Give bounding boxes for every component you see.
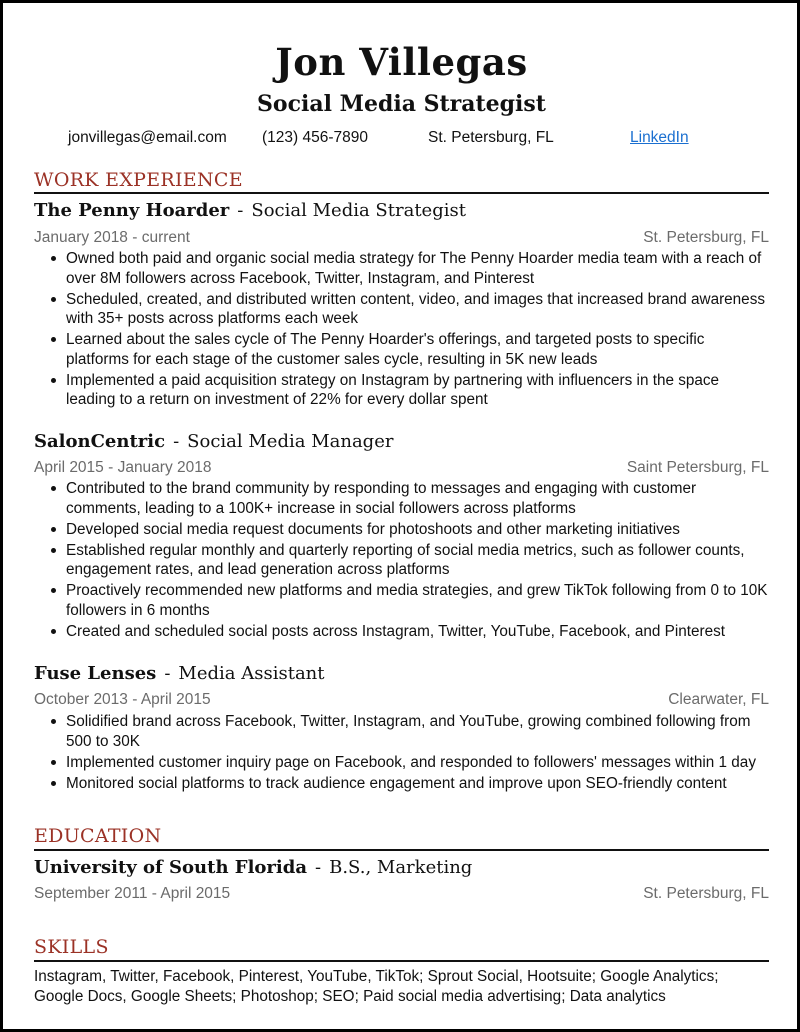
job-dates: April 2015 - January 2018 — [34, 459, 212, 476]
section-divider — [34, 849, 769, 851]
job-location: Saint Petersburg, FL — [626, 459, 769, 476]
list-item: Developed social media request documents for photoshoots and other marketing initiatives — [50, 520, 770, 540]
education-school: University of South Florida — [34, 857, 307, 878]
education-heading-line — [34, 856, 472, 880]
job-company: SalonCentric — [34, 431, 166, 452]
job-role: Social Media Manager — [187, 431, 394, 452]
list-item: Scheduled, created, and distributed written content, video, and images that increased brand awareness with 35+ posts across platforms each week — [50, 290, 770, 329]
list-item: Established regular monthly and quarterly reporting of social media metrics, such as follower counts, engagement rates, and lead generation across platforms — [50, 541, 770, 580]
linkedin-link[interactable]: LinkedIn — [630, 129, 689, 146]
list-item: Implemented customer inquiry page on Facebook, and responded to followers' messages within 1 day — [50, 753, 770, 773]
job-meta — [34, 228, 769, 248]
job-dates: January 2018 - current — [34, 229, 190, 246]
job-heading — [34, 430, 393, 454]
job-company: Fuse Lenses — [34, 663, 157, 684]
skills-list: Instagram, Twitter, Facebook, Pinterest, YouTube, TikTok; Sprout Social, Hootsuite; Google Analytics; Google Docs, Google Sheets; Photoshop; SEO; Paid social media advertising; Data analytics — [34, 968, 719, 1005]
list-item: Solidified brand across Facebook, Twitter, Instagram, and YouTube, growing combined following from 500 to 30K — [50, 712, 770, 751]
candidate-title: Social Media Strategist — [257, 91, 546, 117]
job-separator: - — [237, 200, 244, 221]
section-divider — [34, 960, 769, 962]
job-bullets — [50, 479, 770, 643]
education-heading: EDUCATION — [34, 825, 162, 847]
job-heading — [34, 199, 466, 223]
list-item: Implemented a paid acquisition strategy on Instagram by partnering with influencers in the space leading to a return on investment of 22% for every dollar spent — [50, 371, 770, 410]
work-experience-heading: WORK EXPERIENCE — [34, 169, 243, 191]
list-item: Owned both paid and organic social media strategy for The Penny Hoarder media team with a reach of over 8M followers across Facebook, Twitter, Instagram, and Pinterest — [50, 249, 770, 288]
education-separator: - — [315, 857, 322, 878]
job-location: Clearwater, FL — [668, 691, 769, 708]
job-meta — [34, 458, 769, 478]
job-bullets — [50, 712, 770, 795]
skills-heading: SKILLS — [34, 936, 109, 958]
job-separator: - — [173, 431, 180, 452]
education-location: St. Petersburg, FL — [643, 885, 769, 902]
list-item: Contributed to the brand community by responding to messages and engaging with customer comments, leading to a 100K+ increase in social followers across platforms — [50, 479, 770, 518]
job-dates: October 2013 - April 2015 — [34, 691, 211, 708]
job-role: Social Media Strategist — [251, 200, 466, 221]
contact-email: jonvillegas@email.com — [68, 129, 227, 146]
job-bullets — [50, 249, 770, 411]
job-separator: - — [164, 663, 171, 684]
education-degree: B.S., Marketing — [329, 857, 473, 878]
list-item: Monitored social platforms to track audience engagement and improve upon SEO-friendly content — [50, 774, 770, 794]
job-location: St. Petersburg, FL — [643, 229, 769, 246]
education-dates: September 2011 - April 2015 — [34, 885, 231, 902]
contact-phone: (123) 456-7890 — [262, 129, 368, 146]
section-divider — [34, 192, 769, 194]
list-item: Proactively recommended new platforms and media strategies, and grew TikTok following from 0 to 10K followers in 6 months — [50, 581, 770, 620]
list-item: Created and scheduled social posts across Instagram, Twitter, YouTube, Facebook, and Pinterest — [50, 622, 770, 642]
education-meta — [34, 884, 769, 904]
job-meta — [34, 690, 769, 710]
job-role: Media Assistant — [178, 663, 325, 684]
contact-location: St. Petersburg, FL — [428, 129, 554, 146]
job-heading — [34, 662, 325, 686]
list-item: Learned about the sales cycle of The Penny Hoarder's offerings, and targeted posts to specific platforms for each stage of the customer sales cycle, resulting in 5K new leads — [50, 330, 770, 369]
job-company: The Penny Hoarder — [34, 200, 230, 221]
candidate-name: Jon Villegas — [275, 40, 528, 84]
